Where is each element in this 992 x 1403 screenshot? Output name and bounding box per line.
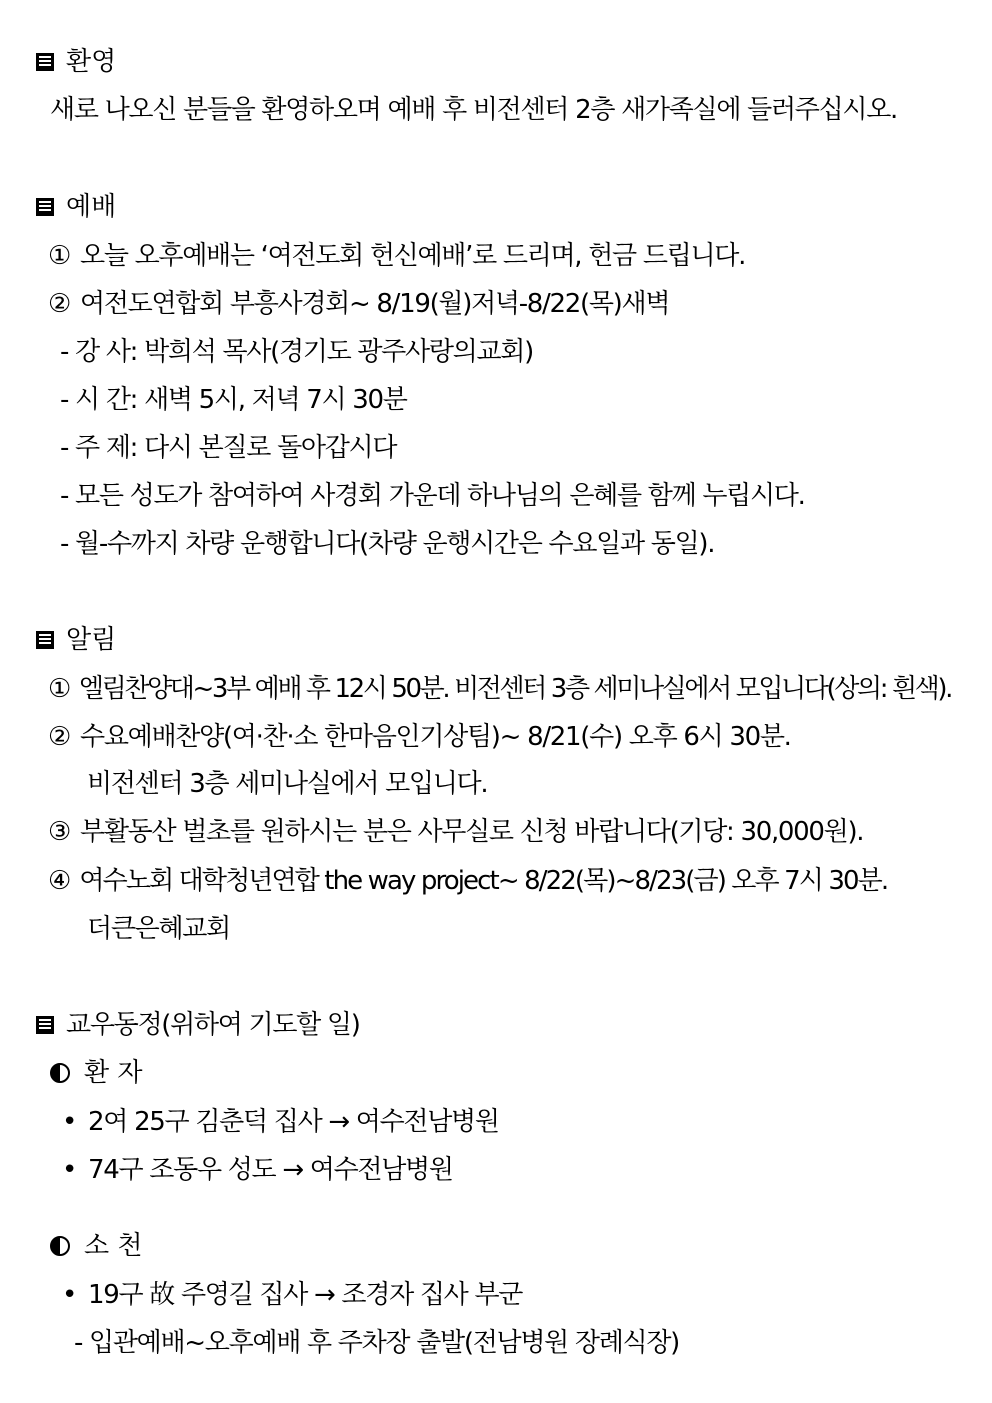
half-circle-icon <box>50 1236 70 1256</box>
deceased-heading: 소 천 <box>50 1229 143 1263</box>
worship-detail-speaker: - 강 사: 박희석 목사(경기도 광주사랑의교회) <box>60 337 533 367</box>
bullet-dot-icon: • <box>62 1155 77 1185</box>
notice-item-2: ② 수요예배찬양(여·찬·소 한마음인기상팀)~ 8/21(수) 오후 6시 30분. <box>48 722 791 752</box>
square-bullet-icon <box>36 198 54 216</box>
square-bullet-icon <box>36 53 54 71</box>
notice-item-1: ① 엘림찬양대~3부 예배 후 12시 50분. 비전센터 3층 세미나실에서 모입니다(상의: 흰색). <box>48 674 951 704</box>
worship-detail-participate: - 모든 성도가 참여하여 사경회 가운데 하나님의 은혜를 함께 누립시다. <box>60 481 805 511</box>
deceased-note: - 입관예배~오후예배 후 주차장 출발(전남병원 장례식장) <box>74 1328 680 1358</box>
patients-heading: 환 자 <box>50 1056 143 1090</box>
notice-item-2-cont: 비전센터 3층 세미나실에서 모입니다. <box>87 769 488 799</box>
bullet-dot-icon: • <box>62 1107 77 1137</box>
patient-item-2: • 74구 조동우 성도 → 여수전남병원 <box>62 1155 453 1185</box>
welcome-text: 새로 나오신 분들을 환영하오며 예배 후 비전센터 2층 새가족실에 들러주십시오. <box>50 95 898 125</box>
notice-item-4: ④ 여수노회 대학청년연합 the way project~ 8/22(목)~8/23(금) 오후 7시 30분. <box>48 866 888 896</box>
worship-heading: 예배 <box>36 190 116 224</box>
notice-item-4-cont: 더큰은혜교회 <box>87 914 230 944</box>
worship-item-1: ① 오늘 오후예배는 ‘여전도회 헌신예배’로 드리며, 헌금 드립니다. <box>48 241 746 271</box>
worship-detail-theme: - 주 제: 다시 본질로 돌아갑시다 <box>60 433 397 463</box>
notice-item-3: ③ 부활동산 벌초를 원하시는 분은 사무실로 신청 바랍니다(기당: 30,000원). <box>48 817 864 847</box>
notice-heading: 알림 <box>36 623 116 657</box>
deceased-item-1: • 19구 故 주영길 집사 → 조경자 집사 부군 <box>62 1280 523 1310</box>
worship-detail-time: - 시 간: 새벽 5시, 저녁 7시 30분 <box>60 385 407 415</box>
bullet-dot-icon: • <box>62 1280 77 1310</box>
half-circle-icon <box>50 1063 70 1083</box>
worship-detail-vehicle: - 월-수까지 차량 운행합니다(차량 운행시간은 수요일과 동일). <box>60 529 715 559</box>
worship-item-2: ② 여전도연합회 부흥사경회~ 8/19(월)저녁-8/22(목)새벽 <box>48 289 670 319</box>
fellowship-heading: 교우동정(위하여 기도할 일) <box>36 1008 360 1042</box>
patient-item-1: • 2여 25구 김춘덕 집사 → 여수전남병원 <box>62 1107 499 1137</box>
square-bullet-icon <box>36 631 54 649</box>
square-bullet-icon <box>36 1016 54 1034</box>
welcome-heading: 환영 <box>36 45 116 79</box>
